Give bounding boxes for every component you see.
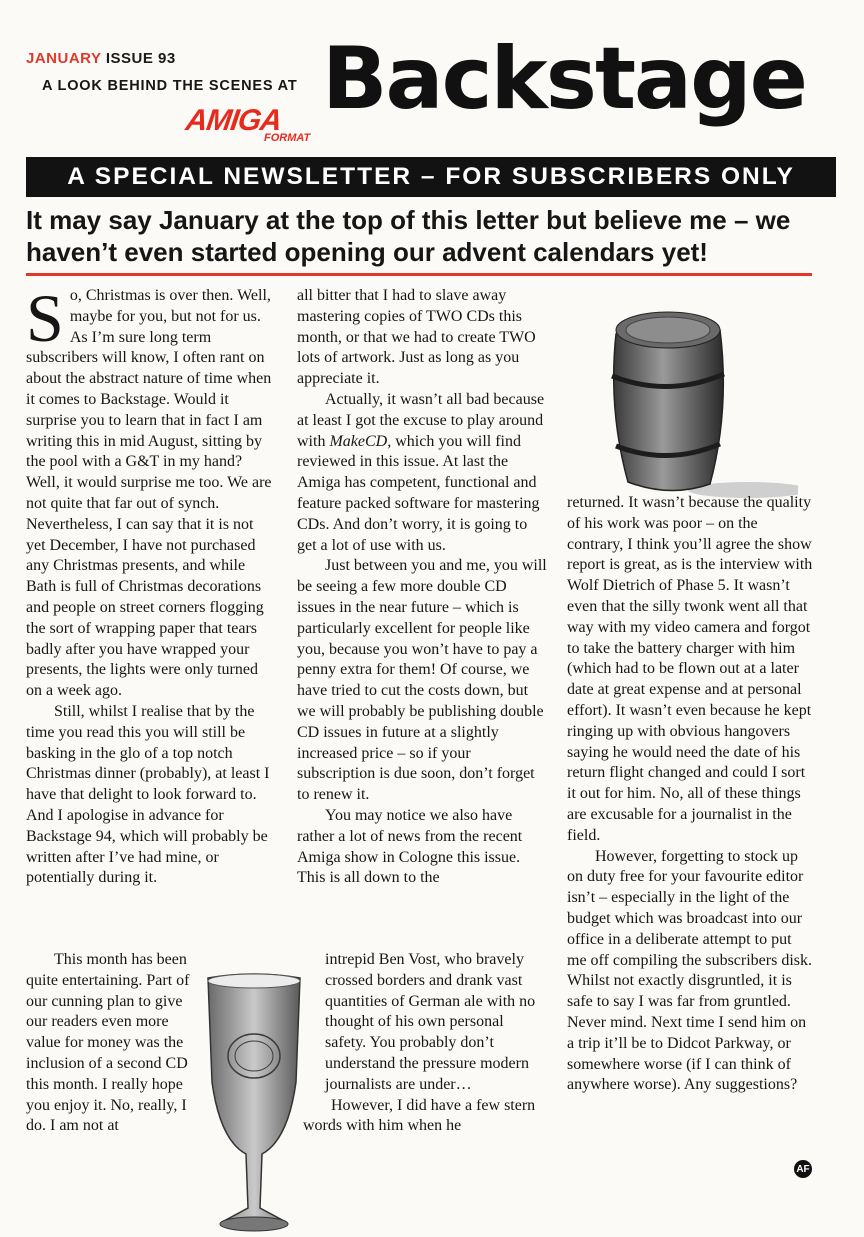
drop-cap: S bbox=[26, 280, 64, 356]
article-column-1 bbox=[26, 280, 276, 889]
article-column-1-bottom bbox=[26, 950, 206, 1137]
article-paragraph: all bitter that I had to slave away mastering copies of TWO CDs this month, or that we had to create TWO lots of artwork. Just as long as you appreciate it. bbox=[297, 287, 536, 388]
article-column-2-bottom bbox=[303, 950, 543, 1137]
paragraph-text: which you will find reviewed in this issue. At last the Amiga has competent, functional and feature packed software for mastering CDs. And don’t worry, it is going to get a lot of use with us. bbox=[297, 432, 540, 554]
behind-the-scenes-label: A LOOK BEHIND THE SCENES AT bbox=[42, 78, 298, 94]
article-column-2 bbox=[297, 286, 547, 889]
beer-glass-image bbox=[196, 972, 312, 1234]
article-paragraph bbox=[297, 390, 547, 556]
issue-month: JANUARY bbox=[26, 50, 102, 67]
article-column-3 bbox=[567, 493, 815, 1096]
article-paragraph: However, forgetting to stock up on duty free for your favourite editor isn’t – especially in the light of the budget which was broadcast into our office in a deliberate attempt to put me off compiling the subscribers disk. Whilst not exactly disgruntled, it is safe to say I was far from gruntled. Never mind. Next time I send him on a trip it’ll be to Didcot Parkway, or somewhere worse (if I can think of anywhere worse). Any suggestions? bbox=[567, 847, 812, 1094]
article-paragraph: intrepid Ben Vost, who bravely crossed borders and drank vast quantities of German ale with no thought of his own personal safety. You probably don’t understand the pressure modern journalists are under… bbox=[325, 951, 536, 1093]
article-paragraph: Just between you and me, you will be seeing a few more double CD issues in the near future – which is particularly excellent for people like you, because you won’t have to pay a penny extra for them! Of course, we have tried to cut the costs down, but we will probably be publishing double CD issues in future at a slightly increased price – so if your subscription is due soon, don’t forget to renew it. bbox=[297, 557, 547, 804]
article-paragraph: Still, whilst I realise that by the time you read this you will still be basking in the glo of a top notch Christmas dinner (probably), at least I have that delight to look forward to. And I apologise in advance for Backstage 94, which will probably be written after I’ve had mine, or potentially during it. bbox=[26, 702, 270, 887]
masthead-title: Backstage bbox=[322, 29, 806, 129]
issue-label bbox=[26, 50, 176, 67]
article-paragraph bbox=[26, 280, 276, 702]
article-headline: It may say January at the top of this letter but believe me – we haven’t even started opening our advent calendars yet! bbox=[26, 205, 791, 267]
paragraph-text: Actually, it wasn’t all bad because at least I got the excuse to play around with bbox=[297, 390, 545, 450]
barrel-image bbox=[598, 300, 798, 500]
issue-number: ISSUE 93 bbox=[105, 50, 176, 67]
end-mark-icon: AF bbox=[794, 1160, 812, 1178]
article-paragraph: This month has been quite entertaining. Part of our cunning plan to give our readers even more value for money was the inclusion of a second CD this month. I really hope you enjoy it. No, really, I do. I am not at bbox=[26, 951, 190, 1135]
amiga-format-logo bbox=[183, 104, 314, 150]
product-name: MakeCD, bbox=[329, 432, 392, 450]
article-paragraph: You may notice we also have rather a lot of news from the recent Amiga show in Cologne this issue. This is all down to the bbox=[297, 806, 523, 887]
logo-word: AMIGA bbox=[183, 104, 284, 137]
logo-sub: FORMAT bbox=[264, 132, 311, 144]
subscriber-banner: A SPECIAL NEWSLETTER – FOR SUBSCRIBERS ONLY bbox=[26, 157, 836, 197]
article-paragraph: However, I did have a few stern words with him when he bbox=[303, 1096, 536, 1135]
headline-divider bbox=[26, 273, 812, 276]
article-paragraph: returned. It wasn’t because the quality of his work was poor – on the contrary, I think you’ll agree the show report is great, as is the interview with Wolf Dietrich of Phase 5. It wasn’t even that the silly twonk went all that way with my video camera and forgot to take the battery charger with him (which had to be flown out at a later date at great expense and at personal effort). It wasn’t even because he kept ringing up with obvious hangovers saying he would need the date of his return flight changed and could I sort it out for him. No, all of these things are excusable for a journalist in the field. bbox=[567, 494, 813, 844]
paragraph-text: o, Christmas is over then. Well, maybe for you, but not for us. As I’m sure long term subscribers will know, I often rant on about the abstract nature of time when it comes to Backstage. Would it surprise you to learn that in fact I am writing this in mid August, sitting by the pool with a G&T in my hand? Well, it would surprise me too. We are not quite that far out of synch. Nevertheless, I can say that it is not yet December, I have not purchased any Christmas presents, and while Bath is full of Christmas decorations and people on street corners flogging the sort of wrapping paper that tears badly after you have wrapped your presents, the lights were only turned on a week ago. bbox=[26, 287, 272, 700]
